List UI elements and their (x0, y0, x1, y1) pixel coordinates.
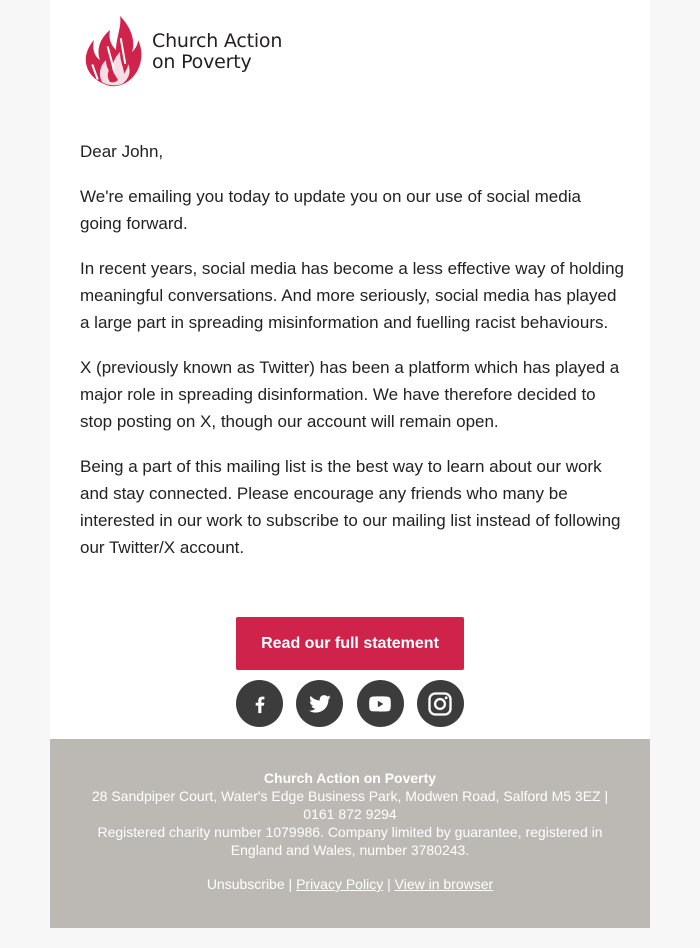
flame-icon (80, 16, 144, 88)
view-in-browser-link[interactable]: View in browser (394, 876, 494, 892)
youtube-icon (367, 691, 393, 717)
paragraph-1: We're emailing you today to update you on our use of social media going forward. (80, 187, 581, 233)
footer-links (50, 875, 650, 893)
brand-name-line2: on Poverty (152, 51, 252, 73)
unsubscribe-link[interactable]: Unsubscribe (206, 876, 285, 892)
youtube-link[interactable] (357, 680, 404, 727)
footer-address: 28 Sandpiper Court, Water's Edge Business Park, Modwen Road, Salford M5 3EZ | 0161 872 9294 (91, 788, 609, 822)
twitter-link[interactable] (296, 680, 343, 727)
paragraph-2: In recent years, social media has become a less effective way of holding meaningful conversations. And more seriously, social media has played a large part in spreading misinformation and fuelling racist behaviours. (80, 259, 624, 332)
email-body (50, 0, 650, 928)
social-links (236, 680, 464, 728)
paragraph-4: Being a part of this mailing list is the best way to learn about our work and stay connected. Please encourage any friends who many be interested in our work to subscribe to our mailing list instead of following our Twitter/X account. (80, 457, 621, 557)
footer-registration: Registered charity number 1079986. Company limited by guarantee, registered in England and Wales, number 3780243. (97, 824, 603, 858)
footer-org-name: Church Action on Poverty (263, 770, 437, 786)
instagram-icon (426, 690, 454, 718)
email-footer (50, 739, 650, 928)
brand-name-line1: Church Action (152, 30, 283, 52)
instagram-link[interactable] (417, 680, 464, 727)
facebook-icon (249, 693, 271, 715)
facebook-link[interactable] (236, 680, 283, 727)
privacy-policy-link[interactable]: Privacy Policy (296, 876, 384, 892)
brand-name (152, 31, 282, 73)
letter-body (80, 138, 625, 579)
separator: | (288, 876, 293, 892)
paragraph-3: X (previously known as Twitter) has been a platform which has played a major role in spreading disinformation. We have therefore decided to stop posting on X, though our account will remain open. (80, 358, 620, 431)
separator: | (387, 876, 391, 892)
brand-logo[interactable] (80, 16, 282, 88)
twitter-icon (307, 691, 333, 717)
read-statement-button[interactable]: Read our full statement (236, 617, 464, 670)
greeting: Dear John, (80, 142, 164, 161)
